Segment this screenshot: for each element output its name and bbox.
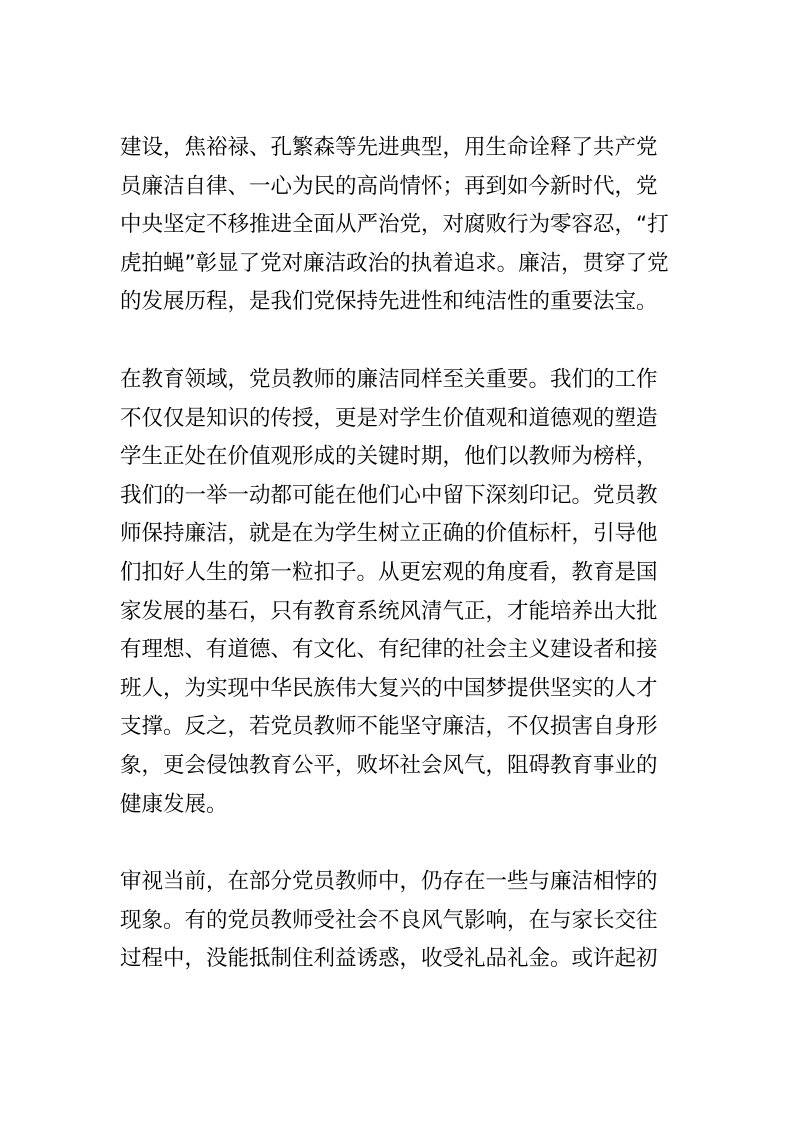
text-line: 不仅仅是知识的传授，更是对学生价值观和道德观的塑造 <box>120 405 658 431</box>
text-line: 在教育领域，党员教师的廉洁同样至关重要。我们的工作 <box>120 366 658 392</box>
text-line: 家发展的基石，只有教育系统风清气正，才能培养出大批 <box>120 598 658 624</box>
text-line: 中央坚定不移推进全面从严治党，对腐败行为零容忍，“打 <box>120 212 669 238</box>
paragraph-spacer <box>120 322 680 361</box>
text-line: 审视当前，在部分党员教师中，仍存在一些与廉洁相悖的 <box>120 869 658 895</box>
paragraph-education-field <box>120 361 680 824</box>
text-line: 支撑。反之，若党员教师不能坚守廉洁，不仅损害自身形 <box>120 714 658 740</box>
paragraph-party-integrity-history <box>120 129 680 322</box>
text-line: 的发展历程，是我们党保持先进性和纯洁性的重要法宝。 <box>120 289 658 315</box>
text-line: 我们的一举一动都可能在他们心中留下深刻印记。党员教 <box>120 482 658 508</box>
text-line: 象，更会侵蚀教育公平，败坏社会风气，阻碍教育事业的 <box>120 752 658 778</box>
text-line: 师保持廉洁，就是在为学生树立正确的价值标杆，引导他 <box>120 521 658 547</box>
text-line: 虎拍蝇”彰显了党对廉洁政治的执着追求。廉洁，贯穿了党 <box>120 250 669 276</box>
text-line: 现象。有的党员教师受社会不良风气影响，在与家长交往 <box>120 907 658 933</box>
text-line: 有理想、有道德、有文化、有纪律的社会主义建设者和接 <box>120 637 658 663</box>
text-line: 过程中，没能抵制住利益诱惑，收受礼品礼金。或许起初 <box>120 946 658 972</box>
document-body <box>120 129 680 979</box>
text-line: 学生正处在价值观形成的关键时期，他们以教师为榜样， <box>120 444 658 470</box>
text-line: 健康发展。 <box>120 791 228 817</box>
text-line: 建设，焦裕禄、孔繁森等先进典型，用生命诠释了共产党 <box>120 135 658 160</box>
text-line: 们扣好人生的第一粒扣子。从更宏观的角度看，教育是国 <box>120 559 658 585</box>
text-line: 员廉洁自律、一心为民的高尚情怀；再到如今新时代，党 <box>120 173 658 199</box>
text-line: 班人，为实现中华民族伟大复兴的中国梦提供坚实的人才 <box>120 675 658 701</box>
paragraph-current-review <box>120 863 680 979</box>
paragraph-spacer <box>120 824 680 863</box>
